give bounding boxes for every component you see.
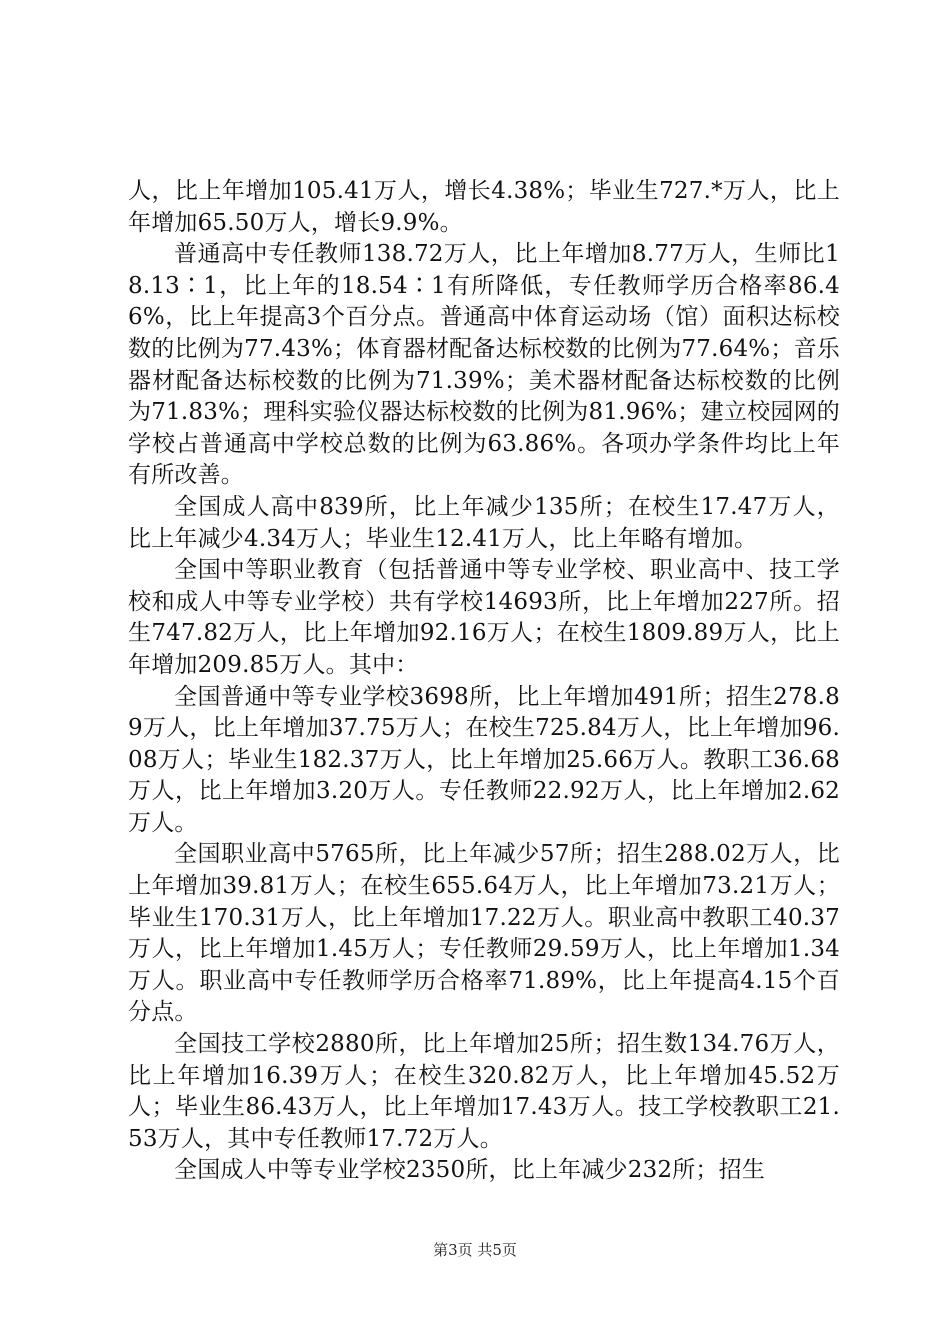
- paragraph-adult-high-school: 全国成人高中839所，比上年减少135所；在校生17.47万人，比上年减少4.34万人；毕业生12.41万人，比上年略有增加。: [128, 493, 840, 552]
- paragraph-secondary-vocational: 全国中等职业教育（包括普通中等专业学校、职业高中、技工学校和成人中等专业学校）共有学校14693所，比上年增加227所。招生747.82万人，比上年增加92.16万人；在校生1809.89万人，比上年增加209.85万人。其中：: [128, 557, 840, 678]
- paragraph-continuation: 人，比上年增加105.41万人，增长4.38%；毕业生727.*万人，比上年增加65.50万人，增长9.9%。: [128, 178, 840, 236]
- page-number-footer: 第3页 共5页: [433, 1241, 517, 1259]
- document-body: [128, 176, 840, 1187]
- paragraph-specialized-secondary: 全国普通中等专业学校3698所，比上年增加491所；招生278.89万人，比上年增加37.75万人；在校生725.84万人，比上年增加96.08万人；毕业生182.37万人，比上年增加25.66万人。教职工36.68万人，比上年增加3.20万人。专任教师22.92万人，比上年增加2.62万人。: [128, 683, 840, 836]
- paragraph-high-school-teachers: 普通高中专任教师138.72万人，比上年增加8.77万人，生师比18.13∶1，比上年的18.54∶1有所降低，专任教师学历合格率86.46%，比上年提高3个百分点。普通高中体育运动场（馆）面积达标校数的比例为77.43%；体育器材配备达标校数的比例为77.64%；音乐器材配备达标校数的比例为71.39%；美术器材配备达标校数的比例为71.83%；理科实验仪器达标校数的比例为81.96%；建立校园网的学校占普通高中学校总数的比例为63.86%。各项办学条件均比上年有所改善。: [128, 241, 840, 489]
- paragraph-adult-specialized-secondary: 全国成人中等专业学校2350所，比上年减少232所；招生: [174, 1157, 766, 1184]
- paragraph-vocational-high-school: 全国职业高中5765所，比上年减少57所；招生288.02万人，比上年增加39.81万人；在校生655.64万人，比上年增加73.21万人；毕业生170.31万人，比上年增加17.22万人。职业高中教职工40.37万人，比上年增加1.45万人；专任教师29.59万人，比上年增加1.34万人。职业高中专任教师学历合格率71.89%，比上年提高4.15个百分点。: [128, 841, 840, 1026]
- paragraph-technical-school: 全国技工学校2880所，比上年增加25所；招生数134.76万人，比上年增加16.39万人；在校生320.82万人，比上年增加45.52万人；毕业生86.43万人，比上年增加17.43万人。技工学校教职工21.53万人，其中专任教师17.72万人。: [128, 1031, 840, 1152]
